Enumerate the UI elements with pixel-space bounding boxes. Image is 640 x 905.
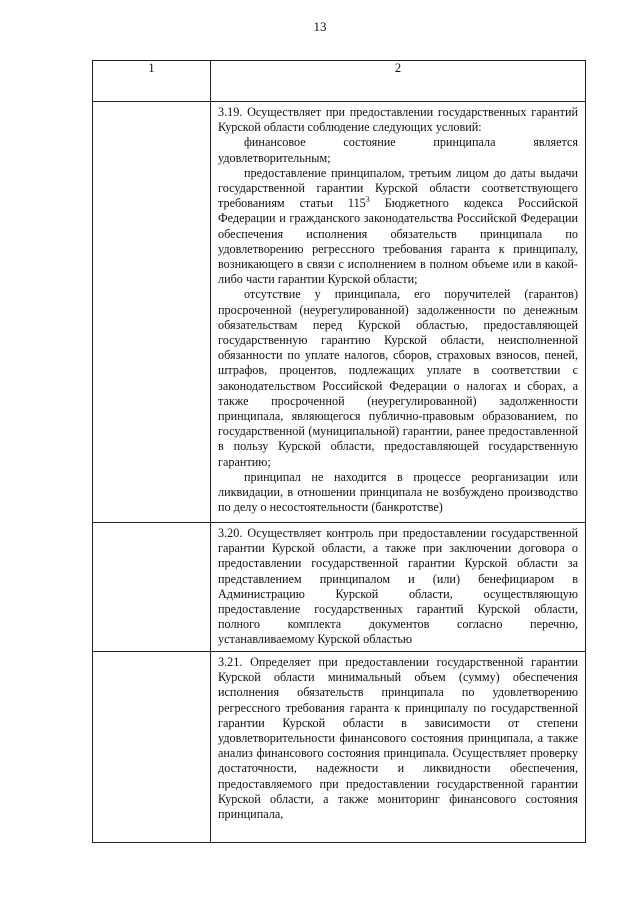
superscript: 3 (365, 195, 370, 205)
text-part-b: Бюджетного кодекса Российской Федерации и гражданского законодательства Российской Федерации обеспечения исполнения обязательств принципала по удовлетворению регрессного требования гаранта к принципалу, возникающего в связи с исполнением в полном объеме или в какой-либо части гарантии Курской области; (218, 196, 579, 287)
table-header-row (93, 61, 586, 102)
header-col-1: 1 (93, 61, 211, 102)
empty-cell (93, 523, 211, 652)
paragraph-security-provision (218, 166, 578, 288)
paragraph-financial-condition: финансовое состояние принципала является удовлетворительным; (218, 135, 578, 165)
header-col-2: 2 (211, 61, 586, 102)
document-table (92, 60, 586, 843)
table-row-3-20 (93, 523, 586, 652)
paragraph-3-20: 3.20. Осуществляет контроль при предоставлении государственной гарантии Курской области, а также при заключении договора о предоставлении государственной гарантии Курской области за представлением принципалом и (или) бенефициаром в Администрацию Курской области, осуществляющую предоставление государственных гарантий Курской области, полного комплекта документов согласно перечню, устанавливаемому Курской областью (218, 526, 578, 647)
text-part-a: предоставление принципалом, третьим лицом до даты выдачи государственной гарантии Курской области соответствующего требованиям статьи 115 (218, 165, 578, 211)
paragraph-3-19-intro: 3.19. Осуществляет при предоставлении государственных гарантий Курской области соблюдение следующих условий: (218, 105, 578, 135)
paragraph-no-debt: отсутствие у принципала, его поручителей (гарантов) просроченной (неурегулированной) задолженности по денежным обязательствам перед Курской областью, предоставляющей государственную гарантию Курской области, неисполненной обязанности по уплате налогов, сборов, страховых взносов, пеней, штрафов, процентов, подлежащих уплате в соответствии с законодательством Российской Федерации о налогах и сборах, а также просроченной (неурегулированной) задолженности принципала, являющегося публично-правовым образованием, по государственной (муниципальной) гарантии, ранее предоставленной в пользу Курской области, предоставляющей государственную гарантию; (218, 287, 578, 469)
content-cell (211, 523, 586, 652)
empty-cell (93, 652, 211, 843)
content-cell (211, 102, 586, 523)
empty-cell (93, 102, 211, 523)
paragraph-no-liquidation: принципал не находится в процессе реорганизации или ликвидации, в отношении принципала не возбуждено производство по делу о несостоятельности (банкротстве) (218, 469, 578, 515)
table-row-3-21 (93, 652, 586, 843)
page-number: 13 (313, 19, 327, 34)
table-row-3-19 (93, 102, 586, 523)
content-cell (211, 652, 586, 843)
paragraph-3-21: 3.21. Определяет при предоставлении государственной гарантии Курской области минимальный объем (сумму) обеспечения исполнения обязательств принципала по удовлетворению регрессного требования гаранта к принципалу по государственной гарантии Курской области в зависимости от степени удовлетворительности финансового состояния принципала, а также анализ финансового состояния принципала. Осуществляет проверку достаточности, надежности и ликвидности обеспечения, предоставляемого при предоставлении государственной гарантии Курской области, а также мониторинг финансового состояния принципала, (218, 655, 578, 822)
